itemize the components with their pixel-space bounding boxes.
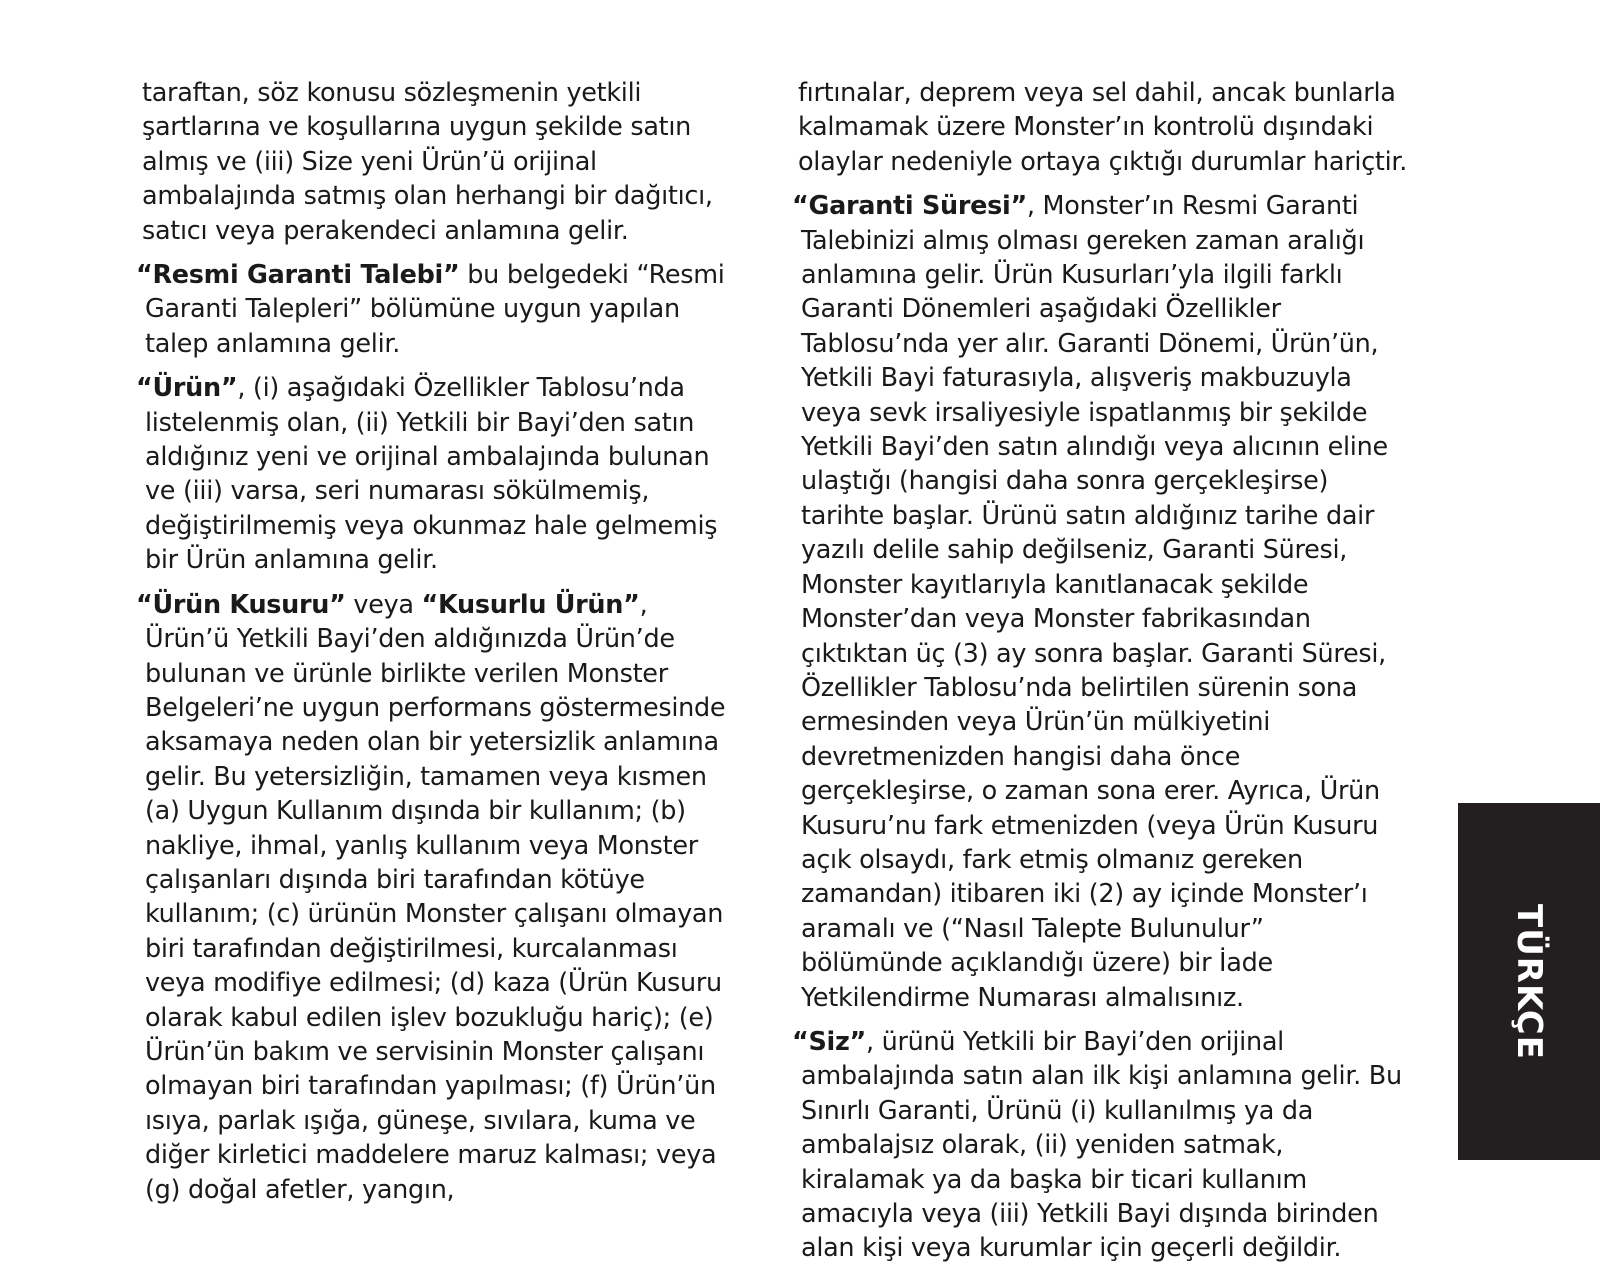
definition-garanti-suresi — [792, 189, 1412, 1015]
definition-text: , (i) aşağıdaki Özellikler Tablosu’nda listelenmiş olan, (ii) Yetkili bir Bayi’den satın aldığınız yeni ve orijinal ambalajında bulunan ve (iii) varsa, seri numarası sökülmemiş, değiştirilmemiş veya okunmaz hale gelmemiş bir Ürün anlamına gelir. — [145, 373, 718, 576]
paragraph-continuation: fırtınalar, deprem veya sel dahil, ancak bunlarla kalmamak üzere Monster’ın kontrolü dışındaki olaylar nedeniyle ortaya çıktığı durumlar hariçtir. — [798, 78, 1408, 177]
definition-text: , ürünü Yetkili bir Bayi’den orijinal ambalajında satın alan ilk kişi anlamına gelir. Bu Sınırlı Garanti, Ürünü (i) kullanılmış ya da ambalajsız olarak, (ii) yeniden satmak, kiralamak ya da başka bir ticari kullanım amacıyla veya (iii) Yetkili Bayi dışında birinden alan kişi veya kurumlar için geçerli değildir. — [801, 1026, 1402, 1264]
definition-urun — [136, 371, 736, 577]
right-text-column — [792, 76, 1412, 1276]
definition-siz — [792, 1025, 1412, 1266]
definition-text: , Monster’ın Resmi Garanti Talebinizi almış olması gereken zaman aralığı anlamına gelir. Ürün Kusurları’yla ilgili farklı Garanti Dönemleri aşağıdaki Özellikler Tablosu’nda yer alır. Garanti Dönemi, Ürün’ün, Yetkili Bayi faturasıyla, alışveriş makbuzuyla veya sevk irsaliyesiyle ispatlanmış bir şekilde Yetkili Bayi’den satın alındığı veya alıcının eline ulaştığı (hangisi daha sonra gerçekleşirse) tarihte başlar. Ürünü satın aldığınız tarihe dair yazılı delile sahip değilseniz, Garanti Süresi, Monster kayıtlarıyla kanıtlanacak şekilde Monster’dan veya Monster fabrikasından çıktıktan üç (3) ay sonra başlar. Garanti Süresi, Özellikler Tablosu’nda belirtilen sürenin sona ermesinden veya Ürün’ün mülkiyetini devretmenizden hangisi daha önce gerçekleşirse, o zaman sona erer. Ayrıca, Ürün Kusuru’nu fark etmenizden (veya Ürün Kusuru açık olsaydı, fark etmiş olmanız gereken zamandan) itibaren iki (2) ay içinde Monster’ı aramalı ve (“Nasıl Talepte Bulunulur” bölümünde açıklandığı üzere) bir İade Yetkilendirme Numarası almalısınız. — [801, 191, 1388, 1013]
definition-connector: veya — [345, 589, 422, 620]
language-tab — [1458, 803, 1600, 1160]
definition-text: bu belgedeki “Resmi Garanti Talepleri” bölümüne uygun yapılan talep anlamına gelir. — [145, 260, 725, 359]
definition-text: , Ürün’ü Yetkili Bayi’den aldığınızda Ürün’de bulunan ve ürünle birlikte verilen Monster Belgeleri’ne uygun performans göstermesinde aksamaya neden olan bir yetersizlik anlamına gelir. Bu yetersizliğin, tamamen veya kısmen (a) Uygun Kullanım dışında bir kullanım; (b) nakliye, ihmal, yanlış kullanım veya Monster çalışanları dışında biri tarafından kötüye kullanım; (c) ürünün Monster çalışanı olmayan biri tarafından değiştirilmesi, kurcalanması veya modifiye edilmesi; (d) kaza (Ürün Kusuru olarak kabul edilen işlev bozukluğu hariç); (e) Ürün’ün bakım ve servisinin Monster çalışanı olmayan biri tarafından yapılması; (f) Ürün’ün ısıya, parlak ışığa, güneşe, sıvılara, kuma ve diğer kirletici maddelere maruz kalması; veya (g) doğal afetler, yangın, — [145, 589, 726, 1205]
left-text-column — [136, 76, 736, 1217]
defined-term: “Siz” — [792, 1026, 866, 1057]
definition-resmi-garanti-talebi — [136, 258, 736, 361]
defined-term: “Ürün Kusuru” — [136, 589, 346, 620]
defined-term: “Garanti Süresi” — [792, 191, 1027, 222]
paragraph-continuation: taraftan, söz konusu sözleşmenin yetkili şartlarına ve koşullarına uygun şekilde satın almış ve (iii) Size yeni Ürün’ü orijinal ambalajında satmış olan herhangi bir dağıtıcı, satıcı veya perakendeci anlamına gelir. — [142, 78, 713, 246]
defined-term-alt: “Kusurlu Ürün” — [421, 589, 640, 620]
language-tab-label: TÜRKÇE — [1509, 903, 1549, 1060]
definition-urun-kusuru — [136, 588, 736, 1207]
defined-term: “Ürün” — [136, 373, 238, 404]
defined-term: “Resmi Garanti Talebi” — [136, 260, 460, 291]
